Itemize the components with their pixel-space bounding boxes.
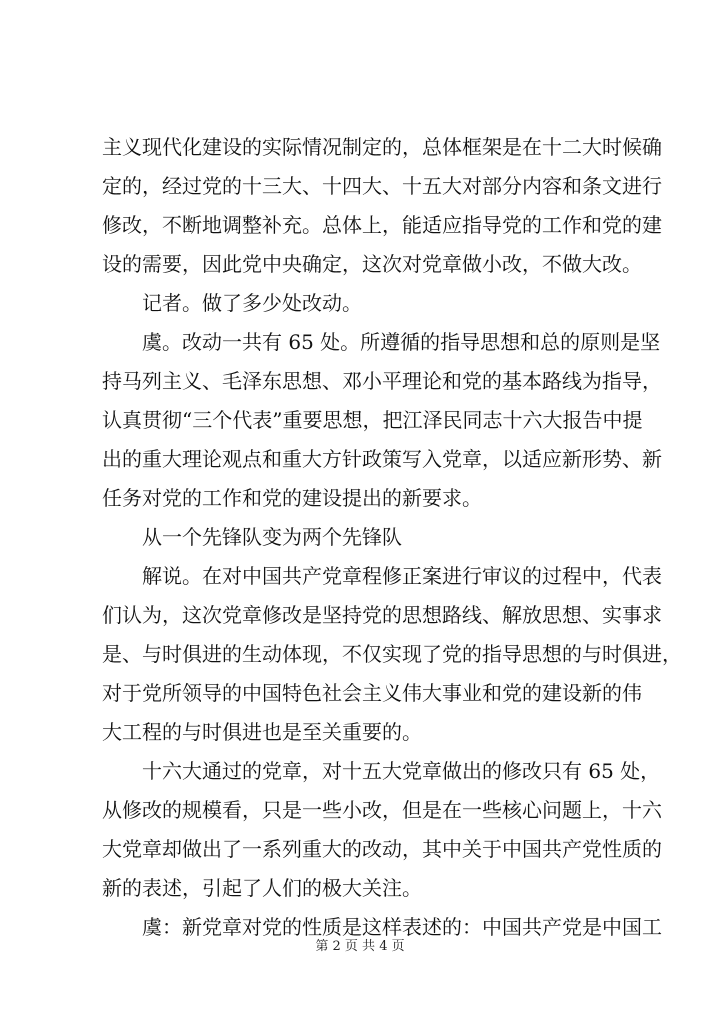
- text-line: 是、与时俱进的生动体现，不仅实现了党的指导思想的与时俱进，: [102, 642, 682, 666]
- text-line: 大党章却做出了一系列重大的改动，其中关于中国共产党性质的: [102, 837, 662, 861]
- text-line: 从一个先锋队变为两个先锋队: [142, 525, 402, 549]
- text-line: 持马列主义、毛泽东思想、邓小平理论和党的基本路线为指导，: [102, 369, 662, 393]
- text-line: 对于党所领导的中国特色社会主义伟大事业和党的建设新的伟: [102, 681, 642, 705]
- text-line: 设的需要，因此党中央确定，这次对党章做小改，不做大改。: [102, 252, 642, 276]
- text-line: 大工程的与时俱进也是至关重要的。: [102, 720, 422, 744]
- text-line: 从修改的规模看，只是一些小改，但是在一些核心问题上，十六: [102, 798, 662, 822]
- text-line: 定的，经过党的十三大、十四大、十五大对部分内容和条文进行: [102, 174, 662, 198]
- text-line: 记者。做了多少处改动。: [142, 291, 362, 315]
- text-line: 主义现代化建设的实际情况制定的，总体框架是在十二大时候确: [102, 135, 662, 159]
- document-body: [102, 128, 682, 947]
- text-line: 新的表述，引起了人们的极大关注。: [102, 876, 422, 900]
- text-line: 解说。在对中国共产党章程修正案进行审议的过程中，代表: [142, 564, 662, 588]
- text-line: 出的重大理论观点和重大方针政策写入党章，以适应新形势、新: [102, 447, 662, 471]
- text-line: 任务对党的工作和党的建设提出的新要求。: [102, 486, 482, 510]
- page-footer: 第 2 页 共 4 页: [315, 939, 405, 954]
- text-line: 修改，不断地调整补充。总体上，能适应指导党的工作和党的建: [102, 213, 662, 237]
- text-line: 十六大通过的党章，对十五大党章做出的修改只有 65 处，: [142, 759, 661, 783]
- text-line: 虞。改动一共有 65 处。所遵循的指导思想和总的原则是坚: [142, 330, 661, 354]
- text-line: 虞：新党章对党的性质是这样表述的：中国共产党是中国工: [142, 915, 662, 939]
- text-line: 们认为，这次党章修改是坚持党的思想路线、解放思想、实事求: [102, 603, 662, 627]
- text-line: 认真贯彻“三个代表”重要思想，把江泽民同志十六大报告中提: [102, 408, 643, 432]
